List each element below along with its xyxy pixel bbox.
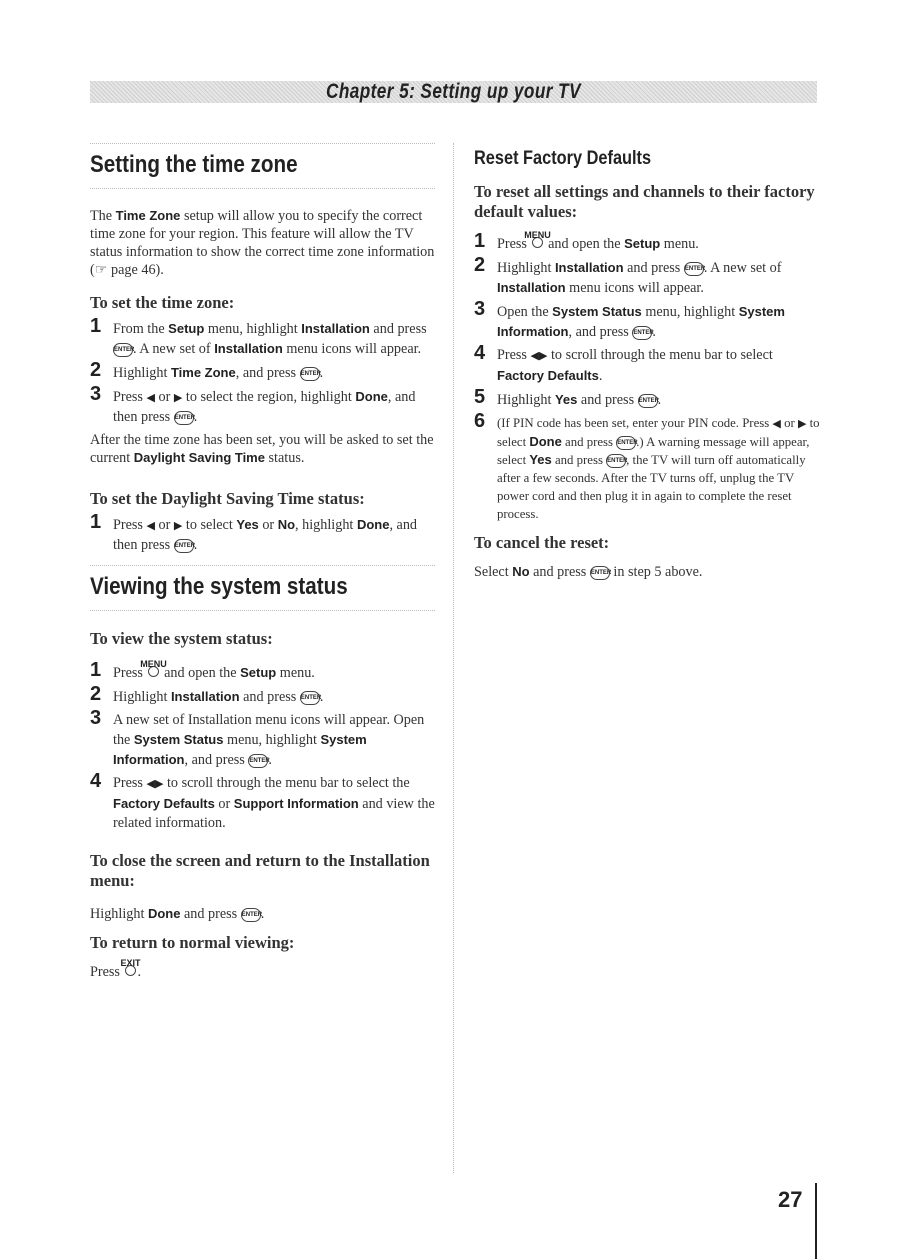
section-title-reset: Reset Factory Defaults bbox=[474, 148, 652, 169]
subheading-close-screen: To close the screen and return to the Installation menu: bbox=[90, 851, 430, 890]
section-title-system-status: Viewing the system status bbox=[90, 573, 348, 600]
enter-button-icon: ENTER bbox=[638, 394, 658, 408]
subheading-set-time-zone: To set the time zone: bbox=[90, 293, 235, 312]
reset-step-1: 1 Press MENU and open the Setup menu. bbox=[474, 230, 699, 252]
enter-button-icon: ENTER bbox=[684, 262, 704, 276]
menu-button-icon: MENU bbox=[531, 235, 545, 254]
status-step-1: 1 Press MENU and open the Setup menu. bbox=[90, 659, 315, 681]
right-arrow-icon: ▶ bbox=[173, 520, 183, 532]
time-zone-intro: The Time Zone setup will allow you to specify the correct time zone for your region. This feature will allow the TV status information to show the correct time zone information (☞ page 46). bbox=[90, 208, 435, 278]
left-right-arrow-icon: ◀▶ bbox=[146, 778, 164, 790]
time-zone-step-1: 1 From the Setup menu, highlight Installation and press ENTER. A new set of Installation menu icons will appear. bbox=[90, 315, 427, 357]
right-arrow-icon: ▶ bbox=[173, 392, 183, 404]
left-arrow-icon: ◀ bbox=[146, 392, 155, 404]
enter-button-icon: ENTER bbox=[300, 691, 320, 705]
section-rule bbox=[90, 143, 435, 144]
page-number: 27 bbox=[778, 1187, 803, 1212]
enter-button-icon: ENTER bbox=[632, 326, 652, 340]
menu-button-icon: MENU bbox=[147, 664, 161, 683]
time-zone-step-2: 2 Highlight Time Zone, and press ENTER. bbox=[90, 359, 324, 381]
reset-step-2: 2 Highlight Installation and press ENTER. A new set of Installation menu icons will appear. bbox=[474, 254, 782, 296]
status-step-4: 4 Press ◀▶ to scroll through the menu bar to select the Factory Defaults or Support Information and view the related information. bbox=[90, 770, 435, 831]
right-column bbox=[474, 143, 822, 591]
reset-step-5: 5 Highlight Yes and press ENTER. bbox=[474, 386, 662, 408]
left-column bbox=[90, 143, 435, 991]
hand-pointer-icon: ☞ bbox=[94, 262, 108, 278]
section-rule bbox=[90, 565, 435, 566]
status-step-2: 2 Highlight Installation and press ENTER. bbox=[90, 683, 324, 705]
chapter-banner bbox=[90, 81, 817, 103]
reset-step-3: 3 Open the System Status menu, highlight System Information, and press ENTER. bbox=[474, 298, 785, 340]
keyword: Time Zone bbox=[115, 208, 181, 223]
enter-button-icon: ENTER bbox=[113, 343, 133, 357]
enter-button-icon: ENTER bbox=[241, 908, 261, 922]
subheading-return-normal: To return to normal viewing: bbox=[90, 933, 295, 952]
section-rule bbox=[90, 188, 435, 189]
exit-button-icon: EXIT bbox=[124, 963, 138, 981]
reset-step-6: 6 (If PIN code has been set, enter your PIN code. Press ◀ or ▶ to select Done and press ENTER.) A warning message will appear, select Yes and press ENTER, the TV will turn off automatically after a few seconds. After the TV turns off, unplug the TV power cord and then plug it in again to complete the reset process. bbox=[474, 410, 820, 521]
enter-button-icon: ENTER bbox=[616, 436, 636, 450]
right-arrow-icon: ▶ bbox=[797, 418, 807, 430]
daylight-step-1: 1 Press ◀ or ▶ to select Yes or No, highlight Done, and then press ENTER. bbox=[90, 511, 418, 553]
time-zone-after: After the time zone has been set, you will be asked to set the current Daylight Saving Time status. bbox=[90, 432, 434, 466]
chapter-title: Chapter 5: Setting up your TV bbox=[326, 80, 581, 103]
return-normal-text: Press EXIT . bbox=[90, 958, 142, 980]
cancel-reset-text: Select No and press ENTER in step 5 above. bbox=[474, 564, 703, 580]
close-screen-text: Highlight Done and press ENTER. bbox=[90, 906, 265, 922]
enter-button-icon: ENTER bbox=[606, 454, 626, 468]
status-step-3: 3 A new set of Installation menu icons will appear. Open the System Status menu, highlight System Information, and press ENTER. bbox=[90, 707, 425, 768]
subheading-daylight-saving: To set the Daylight Saving Time status: bbox=[90, 489, 365, 508]
subheading-cancel-reset: To cancel the reset: bbox=[474, 533, 610, 552]
reset-step-4: 4 Press ◀▶ to scroll through the menu bar to select Factory Defaults. bbox=[474, 342, 773, 384]
enter-button-icon: ENTER bbox=[174, 539, 194, 553]
section-rule bbox=[90, 610, 435, 611]
left-right-arrow-icon: ◀▶ bbox=[530, 350, 548, 362]
subheading-reset-all: To reset all settings and channels to their factory default values: bbox=[474, 182, 815, 221]
page-number-bar bbox=[815, 1183, 817, 1259]
enter-button-icon: ENTER bbox=[248, 754, 268, 768]
column-divider bbox=[453, 143, 454, 1173]
enter-button-icon: ENTER bbox=[174, 411, 194, 425]
section-title-time-zone: Setting the time zone bbox=[90, 151, 298, 178]
subheading-view-status: To view the system status: bbox=[90, 629, 273, 648]
enter-button-icon: ENTER bbox=[300, 367, 320, 381]
left-arrow-icon: ◀ bbox=[146, 520, 155, 532]
time-zone-step-3: 3 Press ◀ or ▶ to select the region, highlight Done, and then press ENTER. bbox=[90, 383, 416, 425]
left-arrow-icon: ◀ bbox=[772, 418, 781, 430]
enter-button-icon: ENTER bbox=[590, 566, 610, 580]
